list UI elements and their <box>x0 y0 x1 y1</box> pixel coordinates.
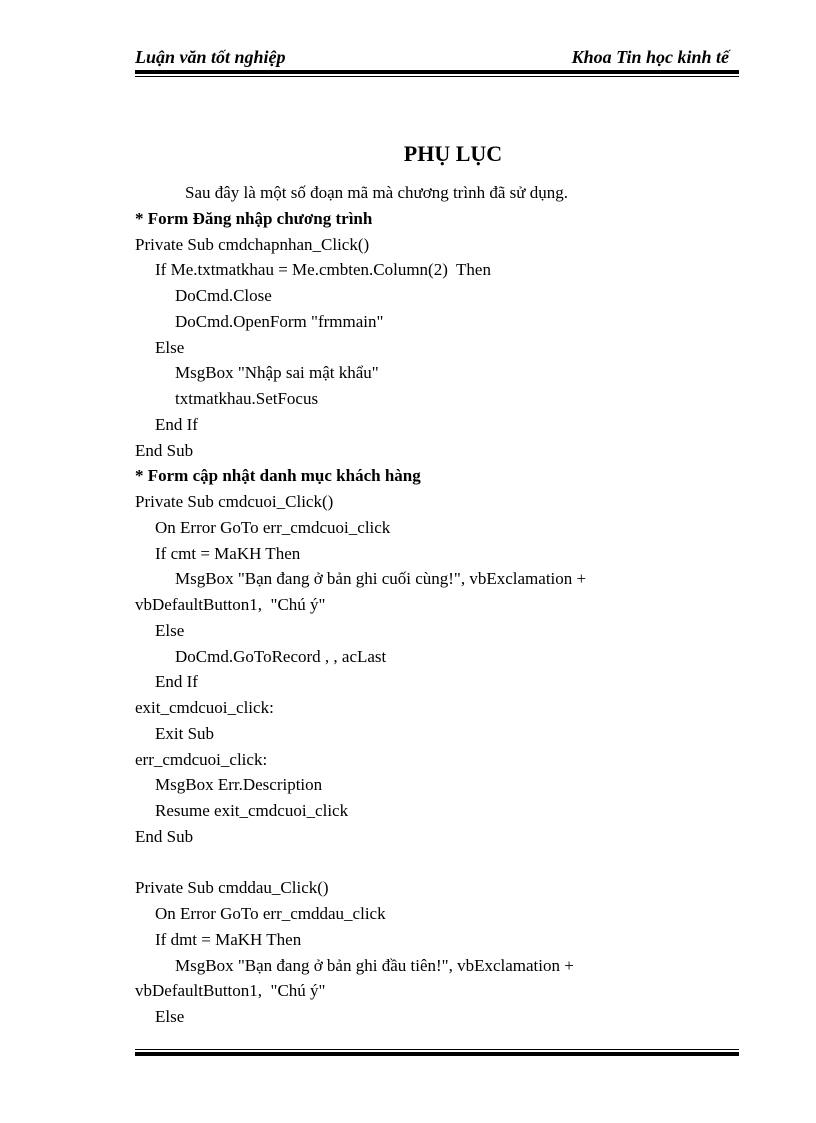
intro-paragraph: Sau đây là một số đoạn mã mà chương trình đã sử dụng. <box>185 183 568 202</box>
header-rule-thin <box>135 76 739 77</box>
header-rule-thick <box>135 70 739 74</box>
code-line: DoCmd.GoToRecord , , acLast <box>175 646 387 666</box>
code-line: End If <box>155 414 198 434</box>
footer-rule-thick <box>135 1052 739 1056</box>
header-faculty-label: Khoa Tin học kinh tế <box>571 47 729 67</box>
page-title: PHỤ LỤC <box>403 141 503 166</box>
code-line: vbDefaultButton1, "Chú ý" <box>135 595 326 614</box>
code-listing <box>135 180 739 1030</box>
code-line: Else <box>155 337 185 357</box>
code-line: DoCmd.OpenForm "frmmain" <box>175 311 384 331</box>
code-line: Private Sub cmdchapnhan_Click() <box>135 234 370 254</box>
code-line: End Sub <box>135 440 194 460</box>
code-line: Exit Sub <box>155 723 215 743</box>
code-line: On Error GoTo err_cmdcuoi_click <box>155 517 391 537</box>
page-header <box>135 47 739 69</box>
section-heading: * Form cập nhật danh mục khách hàng <box>135 466 421 486</box>
code-line: If cmt = MaKH Then <box>155 543 301 563</box>
code-line: MsgBox Err.Description <box>155 775 323 795</box>
header-thesis-label: Luận văn tốt nghiệp <box>135 47 286 67</box>
code-line: If dmt = MaKH Then <box>155 929 302 949</box>
code-line: txtmatkhau.SetFocus <box>175 389 319 408</box>
code-line: Private Sub cmdcuoi_Click() <box>135 492 334 511</box>
code-line: On Error GoTo err_cmddau_click <box>155 904 386 923</box>
code-line <box>135 850 739 876</box>
code-line: vbDefaultButton1, "Chú ý" <box>135 981 326 1001</box>
code-line: Else <box>155 1007 185 1026</box>
code-line: MsgBox "Bạn đang ở bản ghi cuối cùng!", vbExclamation + <box>175 569 587 589</box>
code-line: End If <box>155 672 198 692</box>
code-line: err_cmdcuoi_click: <box>135 749 268 769</box>
code-line: Resume exit_cmdcuoi_click <box>155 801 349 820</box>
code-line: MsgBox "Nhập sai mật khẩu" <box>175 363 379 383</box>
code-line: Private Sub cmddau_Click() <box>135 878 329 898</box>
code-line: DoCmd.Close <box>175 286 272 305</box>
code-line: Else <box>155 620 185 640</box>
code-line: MsgBox "Bạn đang ở bản ghi đầu tiên!", vbExclamation + <box>175 955 574 975</box>
code-line: If Me.txtmatkhau = Me.cmbten.Column(2) Then <box>155 260 491 280</box>
section-heading: * Form Đăng nhập chương trình <box>135 208 373 228</box>
code-line: exit_cmdcuoi_click: <box>135 698 274 717</box>
footer-rule-thin <box>135 1049 739 1050</box>
code-line: End Sub <box>135 826 194 846</box>
